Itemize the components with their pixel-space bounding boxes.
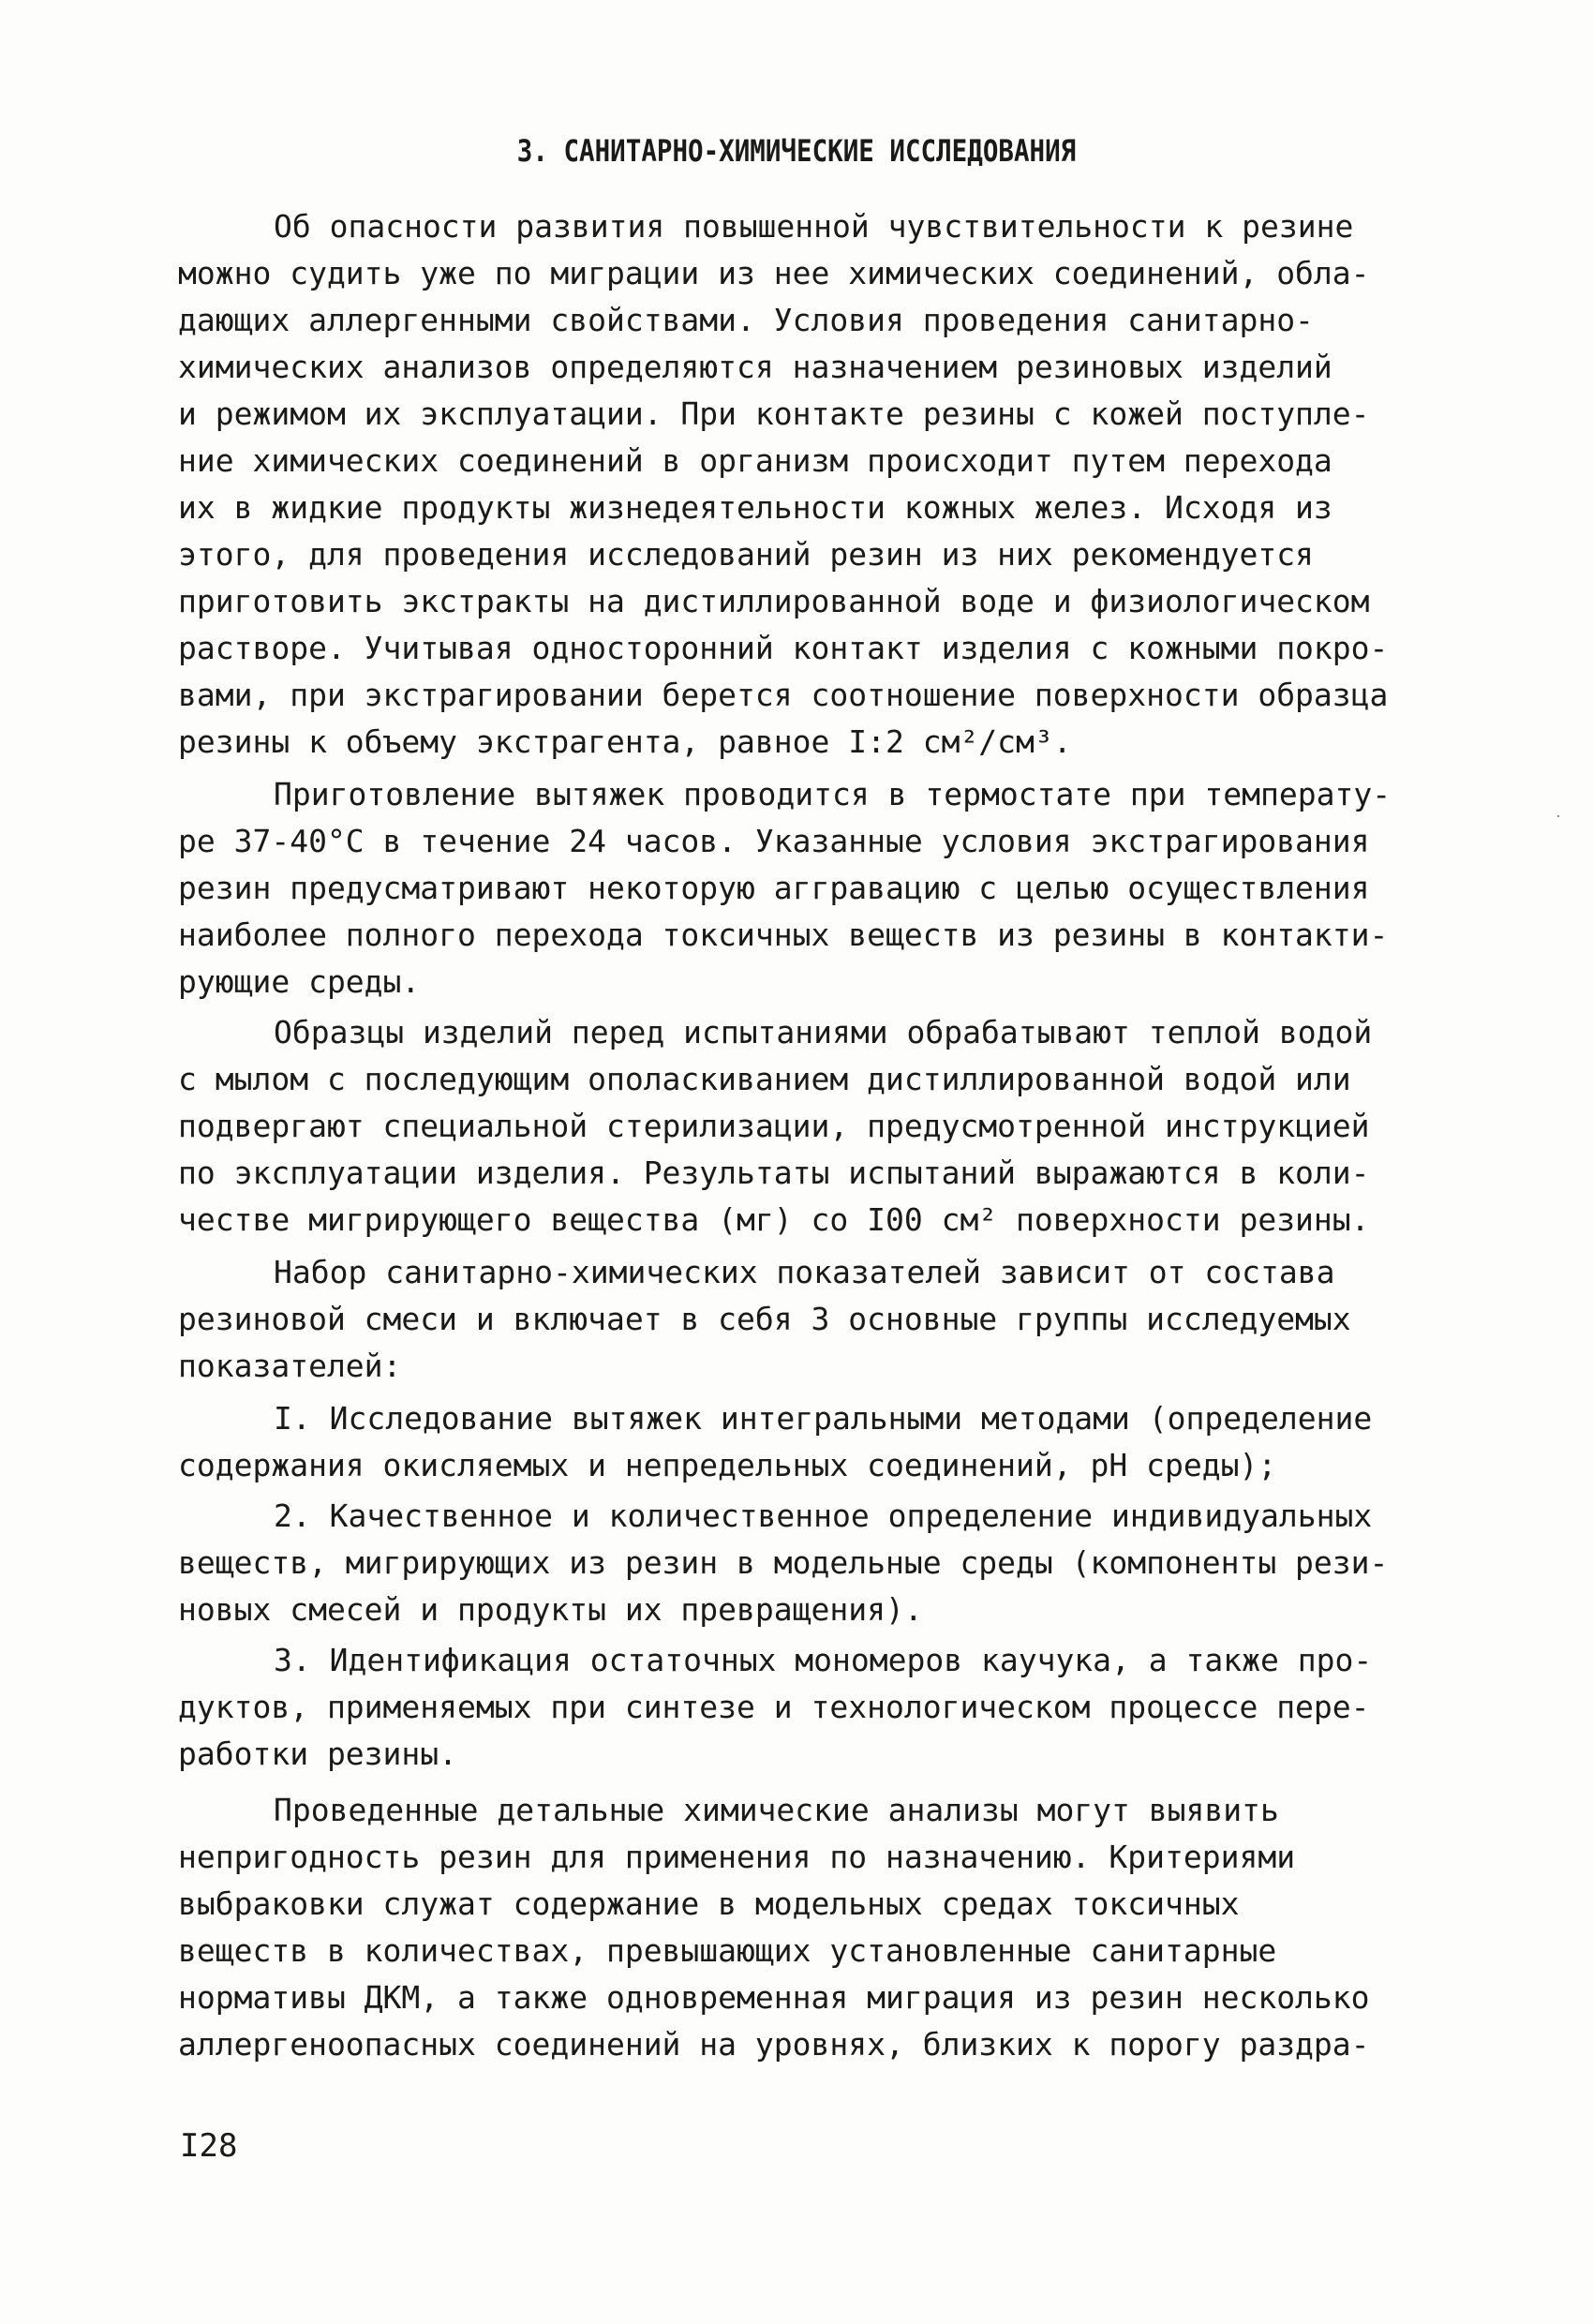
text-line: Проведенные детальные химические анализы могут выявить (274, 1792, 1279, 1828)
text-line: дуктов, применяемых при синтезе и технологическом процессе пере- (178, 1689, 1370, 1725)
text-line: честве мигрирующего вещества (мг) со I00 см² поверхности резины. (178, 1201, 1370, 1238)
text-line: этого, для проведения исследований резин из них рекомендуется (178, 536, 1314, 573)
text-line: рующие среды. (178, 963, 421, 1000)
text-line: показателей: (178, 1348, 402, 1384)
text-line: выбраковки служат содержание в модельных средах токсичных (178, 1885, 1240, 1922)
text-line: нормативы ДКМ, а также одновременная миграция из резин несколько (178, 1979, 1370, 2016)
text-line: с мылом с последующим ополаскиванием дистиллированной водой или (178, 1061, 1351, 1097)
text-line: новых смесей и продукты их превращения). (178, 1591, 923, 1628)
text-line: резиновой смеси и включает в себя 3 основные группы исследуемых (178, 1301, 1351, 1337)
text-line: химических анализов определяются назначением резиновых изделий (178, 349, 1332, 385)
text-line: Набор санитарно-химических показателей зависит от состава (274, 1254, 1335, 1290)
text-line: резин предусматривают некоторую аггравацию с целью осуществления (178, 870, 1370, 906)
text-line: подвергают специальной стерилизации, предусмотренной инструкцией (178, 1108, 1370, 1144)
text-line: приготовить экстракты на дистиллированной воде и физиологическом (178, 583, 1370, 619)
text-line: 3. Идентификация остаточных мономеров каучука, а также про- (274, 1642, 1373, 1678)
text-line: содержания окисляемых и непредельных соединений, рН среды); (178, 1447, 1277, 1483)
text-line: аллергеноопасных соединений на уровнях, близких к порогу раздра- (178, 2026, 1370, 2063)
text-line: ре 37-40°С в течение 24 часов. Указанные условия экстрагирования (178, 823, 1370, 859)
text-line: резины к объему экстрагента, равное I:2 см²/см³. (178, 723, 1072, 760)
text-line: Об опасности развития повышенной чувствительности к резине (274, 208, 1354, 245)
text-line: растворе. Учитывая односторонний контакт изделия с кожными покро- (178, 630, 1389, 666)
text-line: можно судить уже по миграции из нее химических соединений, обла- (178, 255, 1370, 291)
text-line: Приготовление вытяжек проводится в термостате при температу- (274, 776, 1392, 812)
text-line: и режимом их эксплуатации. При контакте резины с кожей поступле- (178, 395, 1370, 432)
text-line: по эксплуатации изделия. Результаты испытаний выражаются в коли- (178, 1155, 1370, 1191)
text-line: непригодность резин для применения по назначению. Критериями (178, 1839, 1296, 1875)
text-line: веществ, мигрирующих из резин в модельные среды (компоненты рези- (178, 1544, 1389, 1581)
text-line: наиболее полного перехода токсичных веществ из резины в контакти- (178, 916, 1389, 953)
text-line: I. Исследование вытяжек интегральными методами (определение (274, 1400, 1373, 1437)
text-line: вами, при экстрагировании берется соотношение поверхности образца (178, 677, 1389, 713)
text-line: Образцы изделий перед испытаниями обрабатывают теплой водой (274, 1014, 1373, 1050)
text-line: их в жидкие продукты жизнедеятельности кожных желез. Исходя из (178, 489, 1332, 526)
text-line: дающих аллергенными свойствами. Условия проведения санитарно- (178, 302, 1314, 338)
text-line: работки резины. (178, 1736, 458, 1772)
section-heading: 3. САНИТАРНО-ХИМИЧЕСКИЕ ИССЛЕДОВАНИЯ (516, 133, 1077, 169)
page-number: I28 (180, 2127, 238, 2165)
text-line: 2. Качественное и количественное определение индивидуальных (274, 1497, 1373, 1534)
scan-speck (1557, 815, 1559, 817)
text-line: ние химических соединений в организм происходит путем перехода (178, 442, 1332, 479)
text-line: веществ в количествах, превышающих установленные санитарные (178, 1932, 1277, 1969)
